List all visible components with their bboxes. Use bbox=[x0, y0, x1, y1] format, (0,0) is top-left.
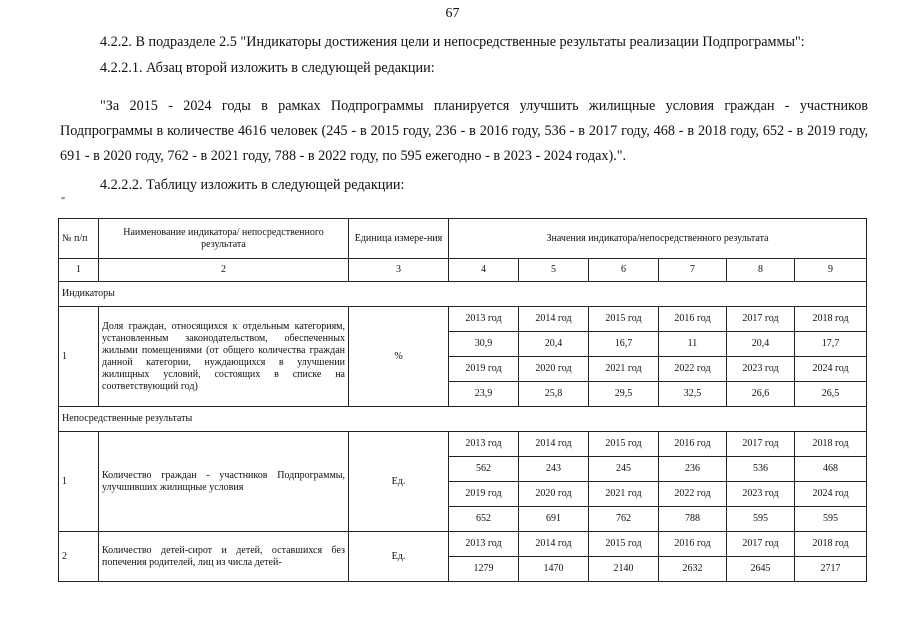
value-cell: 595 bbox=[795, 507, 867, 532]
value-cell: 32,5 bbox=[659, 382, 727, 407]
table-row bbox=[59, 432, 867, 457]
value-cell: 562 bbox=[449, 457, 519, 482]
year-cell: 2024 год bbox=[795, 357, 867, 382]
year-cell: 2024 год bbox=[795, 482, 867, 507]
year-cell: 2023 год bbox=[727, 482, 795, 507]
value-cell: 536 bbox=[727, 457, 795, 482]
value-cell: 652 bbox=[449, 507, 519, 532]
year-cell: 2015 год bbox=[589, 432, 659, 457]
year-cell: 2013 год bbox=[449, 432, 519, 457]
page-number: 67 bbox=[445, 6, 460, 21]
indicator-name: Количество детей-сирот и детей, оставшихся без попечения родителей, лиц из числа детей- bbox=[99, 532, 349, 582]
value-cell: 691 bbox=[519, 507, 589, 532]
value-cell: 236 bbox=[659, 457, 727, 482]
table-row bbox=[59, 532, 867, 557]
year-cell: 2013 год bbox=[449, 532, 519, 557]
year-cell: 2016 год bbox=[659, 532, 727, 557]
year-cell: 2017 год bbox=[727, 432, 795, 457]
section-row-indicators bbox=[59, 282, 867, 307]
value-cell: 20,4 bbox=[727, 332, 795, 357]
year-cell: 2016 год bbox=[659, 432, 727, 457]
paragraph-4-2-2-1: 4.2.2.1. Абзац второй изложить в следующей редакции: bbox=[100, 60, 435, 76]
header-unit: Единица измере-ния bbox=[349, 219, 449, 259]
indicator-name: Доля граждан, относящихся к отдельным категориям, установленным законодательством, обеспеченных жилыми помещениями (от общего количества граждан данной категории, нуждающихся в улучшении жилищных условий, состоящих в списке на соответствующий год) bbox=[99, 307, 349, 407]
opening-quote-mark: " bbox=[61, 196, 66, 207]
value-cell: 2632 bbox=[659, 557, 727, 582]
header-name: Наименование индикатора/ непосредственного результата bbox=[99, 219, 349, 259]
table-row bbox=[59, 307, 867, 332]
year-cell: 2014 год bbox=[519, 532, 589, 557]
year-cell: 2014 год bbox=[519, 432, 589, 457]
year-cell: 2017 год bbox=[727, 307, 795, 332]
year-cell: 2014 год bbox=[519, 307, 589, 332]
row-number: 2 bbox=[59, 532, 99, 582]
value-cell: 788 bbox=[659, 507, 727, 532]
value-cell: 25,8 bbox=[519, 382, 589, 407]
year-cell: 2015 год bbox=[589, 532, 659, 557]
header-num: № п/п bbox=[59, 219, 99, 259]
table-header-row bbox=[59, 219, 867, 259]
paragraph-quote: "За 2015 - 2024 годы в рамках Подпрограммы планируется улучшить жилищные условия граждан - участников Подпрограммы в количестве 4616 человек (245 - в 2015 году, 236 - в 2016 году, 536 - в 2017 году, 468 - в 2018 году, 652 - в 2019 году, 691 - в 2020 году, 762 - в 2021 году, 788 - в 2022 году, по 595 ежегодно - в 2023 - 2024 годах).". bbox=[60, 98, 868, 164]
unit-cell: Ед. bbox=[349, 432, 449, 532]
column-number: 9 bbox=[795, 259, 867, 282]
unit-cell: % bbox=[349, 307, 449, 407]
section-row-results bbox=[59, 407, 867, 432]
year-cell: 2020 год bbox=[519, 482, 589, 507]
value-cell: 29,5 bbox=[589, 382, 659, 407]
value-cell: 243 bbox=[519, 457, 589, 482]
column-number: 6 bbox=[589, 259, 659, 282]
unit-cell: Ед. bbox=[349, 532, 449, 582]
value-cell: 11 bbox=[659, 332, 727, 357]
year-cell: 2016 год bbox=[659, 307, 727, 332]
column-number: 5 bbox=[519, 259, 589, 282]
year-cell: 2019 год bbox=[449, 482, 519, 507]
column-number-row bbox=[59, 259, 867, 282]
year-cell: 2013 год bbox=[449, 307, 519, 332]
value-cell: 30,9 bbox=[449, 332, 519, 357]
value-cell: 17,7 bbox=[795, 332, 867, 357]
indicators-table bbox=[58, 218, 867, 582]
year-cell: 2021 год bbox=[589, 357, 659, 382]
column-number: 2 bbox=[99, 259, 349, 282]
year-cell: 2019 год bbox=[449, 357, 519, 382]
value-cell: 2645 bbox=[727, 557, 795, 582]
value-cell: 2717 bbox=[795, 557, 867, 582]
column-number: 4 bbox=[449, 259, 519, 282]
section-title: Индикаторы bbox=[59, 282, 867, 307]
column-number: 7 bbox=[659, 259, 727, 282]
row-number: 1 bbox=[59, 307, 99, 407]
indicator-name: Количество граждан - участников Подпрограммы, улучшивших жилищные условия bbox=[99, 432, 349, 532]
year-cell: 2018 год bbox=[795, 532, 867, 557]
value-cell: 2140 bbox=[589, 557, 659, 582]
column-number: 8 bbox=[727, 259, 795, 282]
year-cell: 2017 год bbox=[727, 532, 795, 557]
year-cell: 2018 год bbox=[795, 307, 867, 332]
value-cell: 1279 bbox=[449, 557, 519, 582]
header-values: Значения индикатора/непосредственного результата bbox=[449, 219, 867, 259]
year-cell: 2020 год bbox=[519, 357, 589, 382]
value-cell: 245 bbox=[589, 457, 659, 482]
paragraph-4-2-2-2: 4.2.2.2. Таблицу изложить в следующей редакции: bbox=[100, 177, 405, 193]
value-cell: 16,7 bbox=[589, 332, 659, 357]
section-title: Непосредственные результаты bbox=[59, 407, 867, 432]
column-number: 3 bbox=[349, 259, 449, 282]
year-cell: 2018 год bbox=[795, 432, 867, 457]
value-cell: 595 bbox=[727, 507, 795, 532]
column-number: 1 bbox=[59, 259, 99, 282]
year-cell: 2021 год bbox=[589, 482, 659, 507]
value-cell: 468 bbox=[795, 457, 867, 482]
row-number: 1 bbox=[59, 432, 99, 532]
year-cell: 2022 год bbox=[659, 482, 727, 507]
year-cell: 2022 год bbox=[659, 357, 727, 382]
year-cell: 2023 год bbox=[727, 357, 795, 382]
value-cell: 26,6 bbox=[727, 382, 795, 407]
paragraph-4-2-2: 4.2.2. В подразделе 2.5 "Индикаторы достижения цели и непосредственные результаты реализации Подпрограммы": bbox=[100, 34, 805, 50]
value-cell: 762 bbox=[589, 507, 659, 532]
value-cell: 26,5 bbox=[795, 382, 867, 407]
value-cell: 23,9 bbox=[449, 382, 519, 407]
value-cell: 20,4 bbox=[519, 332, 589, 357]
year-cell: 2015 год bbox=[589, 307, 659, 332]
value-cell: 1470 bbox=[519, 557, 589, 582]
